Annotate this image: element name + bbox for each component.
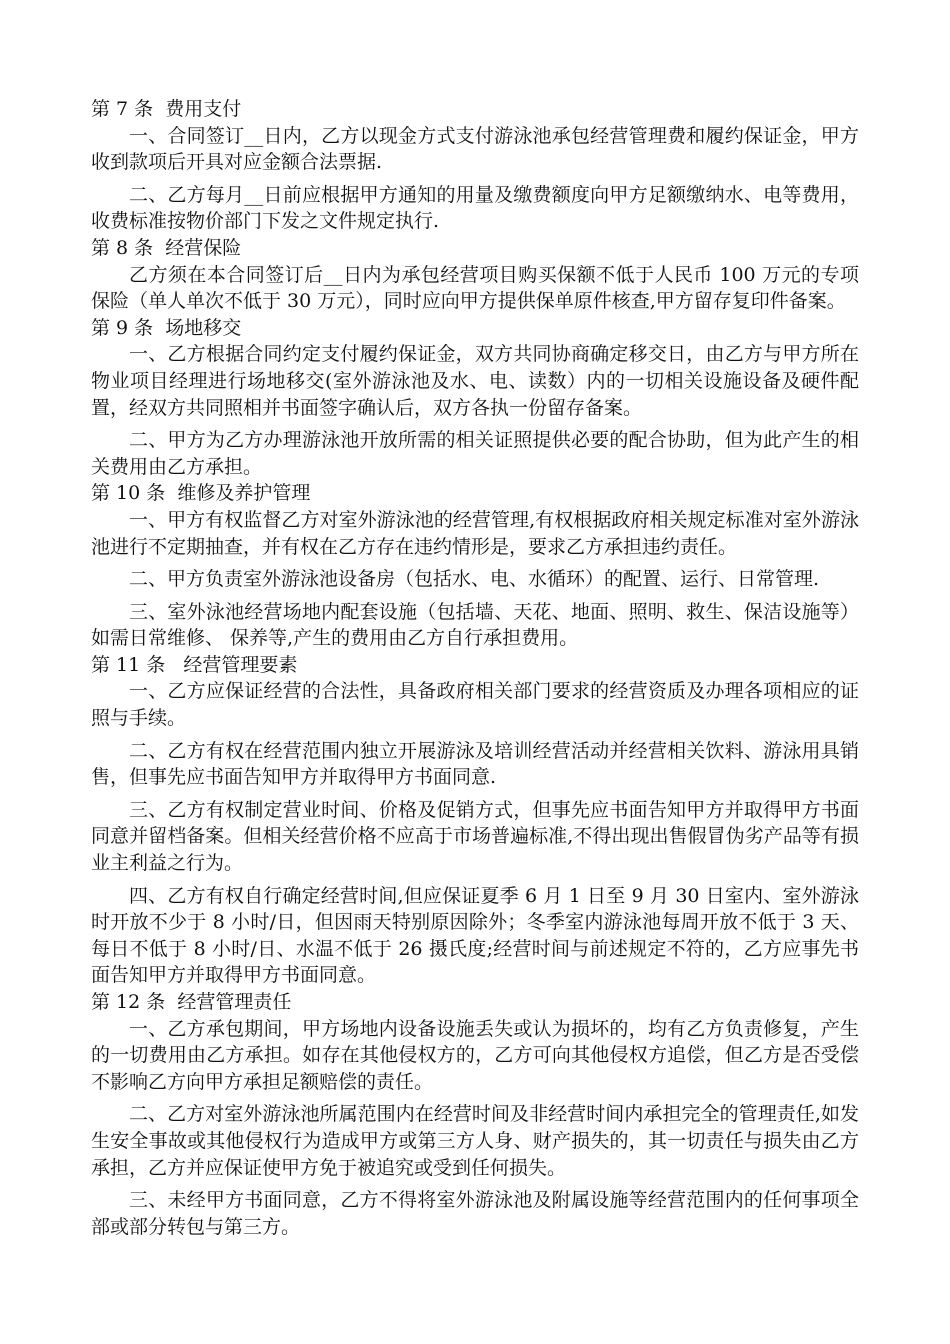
- paragraph: 二、乙方每月__日前应根据甲方通知的用量及缴费额度向甲方足额缴纳水、电等费用，收费标准按物价部门下发之文件规定执行.: [91, 183, 859, 233]
- paragraph: 三、室外泳池经营场地内配套设施（包括墙、天花、地面、照明、救生、保洁设施等）如需日常维修、 保养等,产生的费用由乙方自行承担费用。: [91, 600, 859, 650]
- paragraph: 一、乙方承包期间，甲方场地内设备设施丢失或认为损坏的，均有乙方负责修复，产生的一切费用由乙方承担。如存在其他侵权方的，乙方可向其他侵权方追偿，但乙方是否受偿不影响乙方向甲方承担足额赔偿的责任。: [91, 1017, 859, 1093]
- section-heading: 第 7 条 费用支付: [91, 98, 242, 120]
- paragraph: 一、甲方有权监督乙方对室外游泳池的经营管理,有权根据政府相关规定标准对室外游泳池进行不定期抽查，并有权在乙方存在违约情形是，要求乙方承担违约责任。: [91, 508, 859, 558]
- section-heading: 第 8 条 经营保险: [91, 236, 242, 259]
- section-article-9: [91, 315, 859, 481]
- section-heading: 第 9 条 场地移交: [91, 316, 242, 339]
- document-page: [91, 96, 859, 1240]
- paragraph: 三、未经甲方书面同意，乙方不得将室外游泳池及附属设施等经营范围内的任何事项全部或部分转包与第三方。: [91, 1189, 859, 1238]
- paragraph: 三、乙方有权制定营业时间、价格及促销方式，但事先应书面告知甲方并取得甲方书面同意并留档备案。但相关经营价格不应高于市场普遍标准,不得出现出售假冒伪劣产品等有损业主利益之行为。: [91, 798, 859, 875]
- section-article-7: [91, 96, 859, 235]
- section-heading: 第 10 条 维修及养护管理: [91, 482, 311, 505]
- paragraph: 二、乙方对室外游泳池所属范围内在经营时间及非经营时间内承担完全的管理责任,如发生安全事故或其他侵权行为造成甲方或第三方人身、财产损失的，其一切责任与损失由乙方承担，乙方并应保证使甲方免于被追究或受到任何损失。: [91, 1103, 859, 1179]
- section-article-12: [91, 989, 859, 1240]
- paragraph: 一、乙方根据合同约定支付履约保证金，双方共同协商确定移交日，由乙方与甲方所在物业项目经理进行场地移交(室外游泳池及水、电、读数）内的一切相关设施设备及硬件配置，经双方共同照相并书面签字确认后，双方各执一份留存备案。: [91, 343, 859, 419]
- paragraph: 二、甲方负责室外游泳池设备房（包括水、电、水循环）的配置、运行、日常管理.: [129, 568, 820, 591]
- section-heading: 第 11 条 经营管理要素: [91, 653, 298, 676]
- section-article-8: [91, 235, 859, 315]
- section-article-10: [91, 480, 859, 652]
- paragraph: 一、合同签订__日内，乙方以现金方式支付游泳池承包经营管理费和履约保证金，甲方收到款项后开具对应金额合法票据.: [91, 124, 859, 174]
- section-heading: 第 12 条 经营管理责任: [91, 991, 292, 1013]
- paragraph: 一、乙方应保证经营的合法性，具备政府相关部门要求的经营资质及办理各项相应的证照与手续。: [91, 680, 859, 730]
- paragraph: 二、甲方为乙方办理游泳池开放所需的相关证照提供必要的配合协助，但为此产生的相关费用由乙方承担。: [91, 429, 859, 478]
- section-article-11: [91, 652, 859, 989]
- paragraph: 二、乙方有权在经营范围内独立开展游泳及培训经营活动并经营相关饮料、游泳用具销售，但事先应书面告知甲方并取得甲方书面同意.: [91, 739, 859, 789]
- paragraph: 四、乙方有权自行确定经营时间,但应保证夏季 6 月 1 日至 9 月 30 日室内、室外游泳时开放不少于 8 小时/日，但因雨天特别原因除外；冬季室内游泳池每周开放不低于 3 天、每日不低于 8 小时/日、水温不低于 26 摄氏度;经营时间与前述规定不符的，乙方应事先书面告知甲方并取得甲方书面同意。: [91, 884, 859, 987]
- paragraph: 乙方须在本合同签订后__日内为承包经营项目购买保额不低于人民币 100 万元的专项保险（单人单次不低于 30 万元），同时应向甲方提供保单原件核查,甲方留存复印件备案。: [91, 263, 859, 313]
